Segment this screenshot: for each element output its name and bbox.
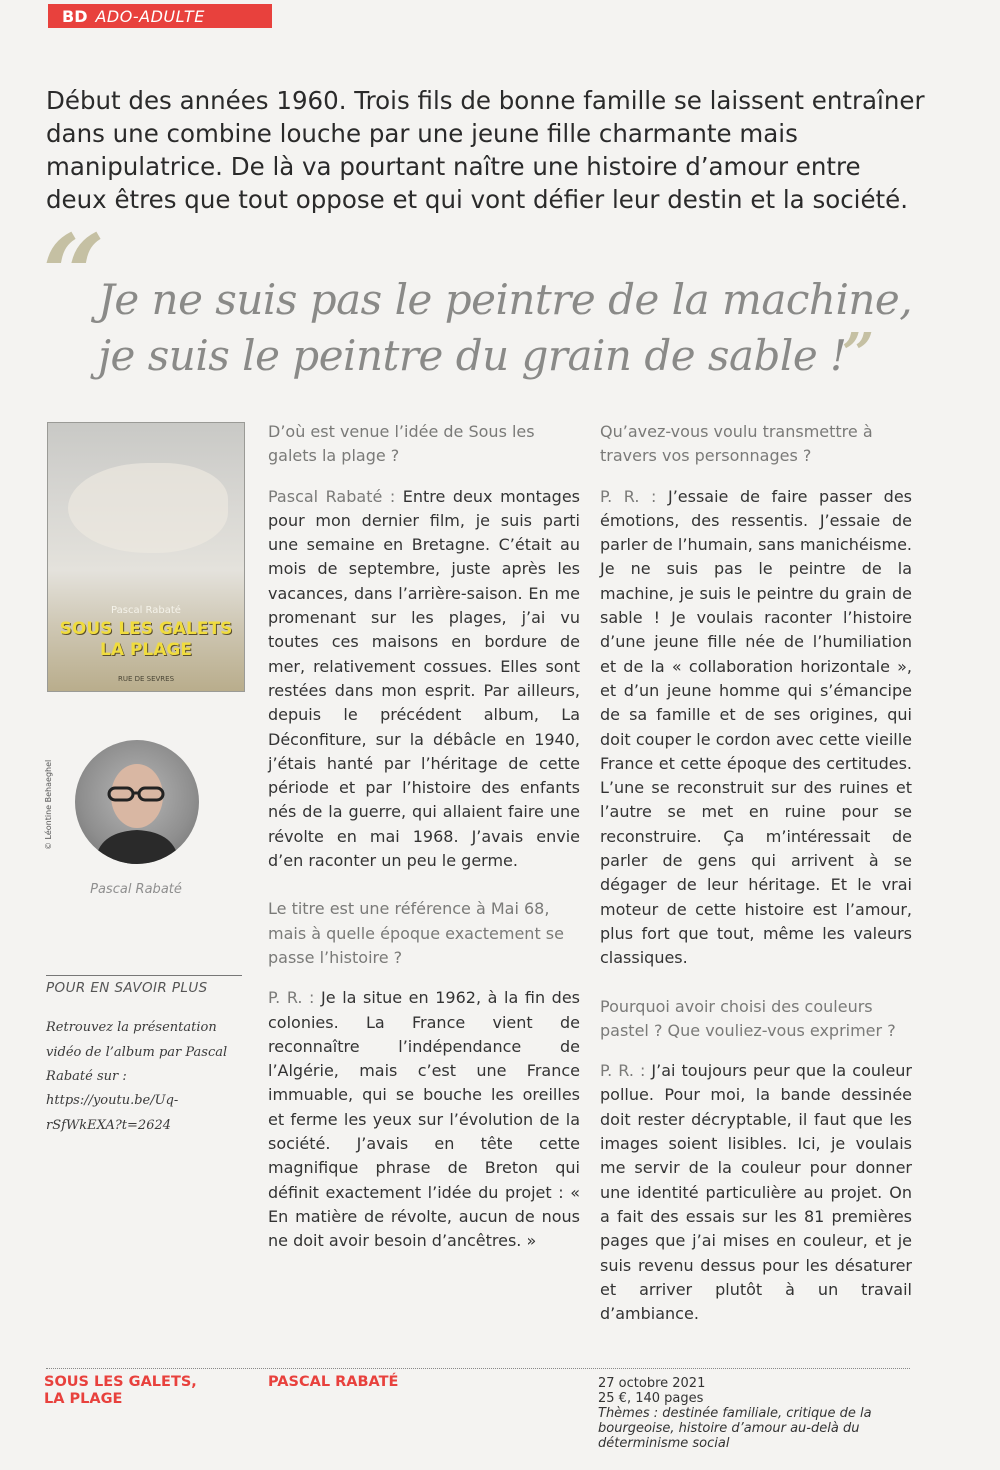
more-info-link[interactable]: https://youtu.be/Uq-rSfWkEXA?t=2624 [46, 1093, 179, 1133]
pull-quote-line-1: Je ne suis pas le peintre de la machine, [98, 275, 913, 324]
answer-1-text: Entre deux montages pour mon dernier film, je suis parti une semaine en Bretagne. C’était au mois de septembre, juste après les vacances, dans l’arrière-saison. En me promenant sur les plages, j’ai vu toutes ces maisons en bordure de mer, relativement cossues. Elles sont restées dans mon esprit. Par ailleurs, depuis le précédent album, La Déconfiture, sur la débâcle en 1940, j’étais hanté par l’héritage de cette période et par l’histoire des enfants nés de la guerre, qui allaient faire une révolte en mai 1968. J’avais envie d’en raconter un peu le germe. [268, 486, 580, 871]
answer-3-speaker: P. R. : [600, 486, 657, 506]
intro-paragraph: Début des années 1960. Trois fils de bonne famille se laissent entraîner dans une combine louche par une jeune fille charmante mais manipulatrice. De là va pourtant naître une histoire d’amour entre deux êtres que tout oppose et qui vont défier leur destin et la société. [46, 86, 925, 214]
more-info-heading: POUR EN SAVOIR PLUS [46, 980, 208, 996]
footer-title-line-2: LA PLAGE [44, 1391, 123, 1407]
footer-book-title [44, 1374, 244, 1408]
open-quote-mark: “ [42, 210, 106, 339]
photo-credit: © Léontine Behaeghel [44, 759, 53, 850]
answer-2 [268, 986, 580, 1253]
answer-4-text: J’ai toujours peur que la couleur pollue. Pour moi, la bande dessinée doit rester décryptable, il faut que les images soient lisibles. Ici, je voulais me servir de la couleur pour donner une identité particulière au projet. On a fait des essais sur les 81 premières pages que j’ai mises en couleur, et je suis revenu dessus pour les désaturer et arriver plutôt à un travail d’ambiance. [600, 1061, 913, 1324]
section-badge: BD [62, 6, 88, 26]
footer-author: PASCAL RABATÉ [268, 1374, 399, 1390]
section-label: ADO-ADULTE [95, 6, 205, 26]
answer-3-text: J’essaie de faire passer des émotions, des ressentis. J’essaie de parler de l’humain, sans manichéisme. Je ne suis pas le peintre de la machine, je suis le peintre du grain de sable ! Je voulais raconter l’histoire d’une jeune fille née de l’humiliation et de la « collaboration horizontale », et d’un jeune homme qui s’émancipe de sa famille et de ses origines, qui doit couper le cordon avec cette vieille France et cette époque des certitudes. L’une se reconstruit sur des ruines et l’autre se met en ruine pour se reconstruire. Ça m’intéressait de parler de gens qui arrivent à se dégager de leur héritage. Et le vrai moteur de cette histoire est l’amour, plus fort que tout, même les valeurs classiques. [600, 486, 913, 968]
footer-title-line-1: SOUS LES GALETS, [44, 1374, 197, 1390]
info-divider [46, 975, 242, 976]
more-info-text: Retrouvez la présentation vidéo de l’album par Pascal Rabaté sur : [46, 1020, 228, 1084]
footer-divider [46, 1368, 910, 1369]
cover-title-line-2: LA PLAGE [100, 640, 192, 660]
answer-3 [600, 485, 912, 971]
question-3: Qu’avez-vous voulu transmettre à travers vos personnages ? [600, 422, 873, 466]
author-portrait [75, 740, 199, 864]
answer-1 [268, 485, 580, 874]
answer-2-speaker: P. R. : [268, 988, 315, 1008]
pull-quote-line-2: je suis le peintre du grain de sable ! [98, 331, 847, 380]
answer-1-speaker: Pascal Rabaté : [268, 486, 396, 506]
answer-4-speaker: P. R. : [600, 1061, 646, 1081]
themes: Thèmes : destinée familiale, critique de la bourgeoise, histoire d’amour au-delà du déterminisme social [598, 1406, 872, 1451]
portrait-caption: Pascal Rabaté [90, 882, 182, 897]
cover-author: Pascal Rabaté [111, 605, 181, 616]
book-cover [47, 422, 245, 692]
cover-title [48, 619, 244, 661]
interview-column-1 [268, 420, 580, 1254]
answer-4 [600, 1059, 912, 1326]
cover-title-line-1: SOUS LES GALETS [59, 619, 233, 639]
section-tag [48, 4, 272, 28]
release-date: 27 octobre 2021 [598, 1376, 706, 1391]
question-1: D’où est venue l’idée de Sous les galets la plage ? [268, 422, 535, 466]
interview-column-2 [600, 420, 912, 1326]
cover-publisher: RUE DE SEVRES [117, 675, 175, 683]
footer-meta [598, 1376, 898, 1451]
question-4: Pourquoi avoir choisi des couleurs pastel ? Que vouliez-vous exprimer ? [600, 996, 896, 1040]
cover-illustration [68, 463, 228, 553]
close-quote-mark: ” [842, 321, 875, 387]
pull-quote [98, 272, 928, 387]
price-pages: 25 €, 140 pages [598, 1391, 704, 1406]
answer-2-text: Je la situe en 1962, à la fin des colonies. La France vient de reconnaître l’indépendance de l’Algérie, mais c’est une France immuable, qui se bouche les oreilles et ferme les yeux sur l’évolution de la société. J’avais en tête cette magnifique phrase de Breton qui définit exactement l’idée du projet : « En matière de révolte, aucun de nous ne doit avoir besoin d’ancêtres. » [268, 988, 581, 1251]
person-photo-icon [75, 740, 199, 864]
question-2: Le titre est une référence à Mai 68, mais à quelle époque exactement se passe l’histoire ? [268, 899, 564, 967]
